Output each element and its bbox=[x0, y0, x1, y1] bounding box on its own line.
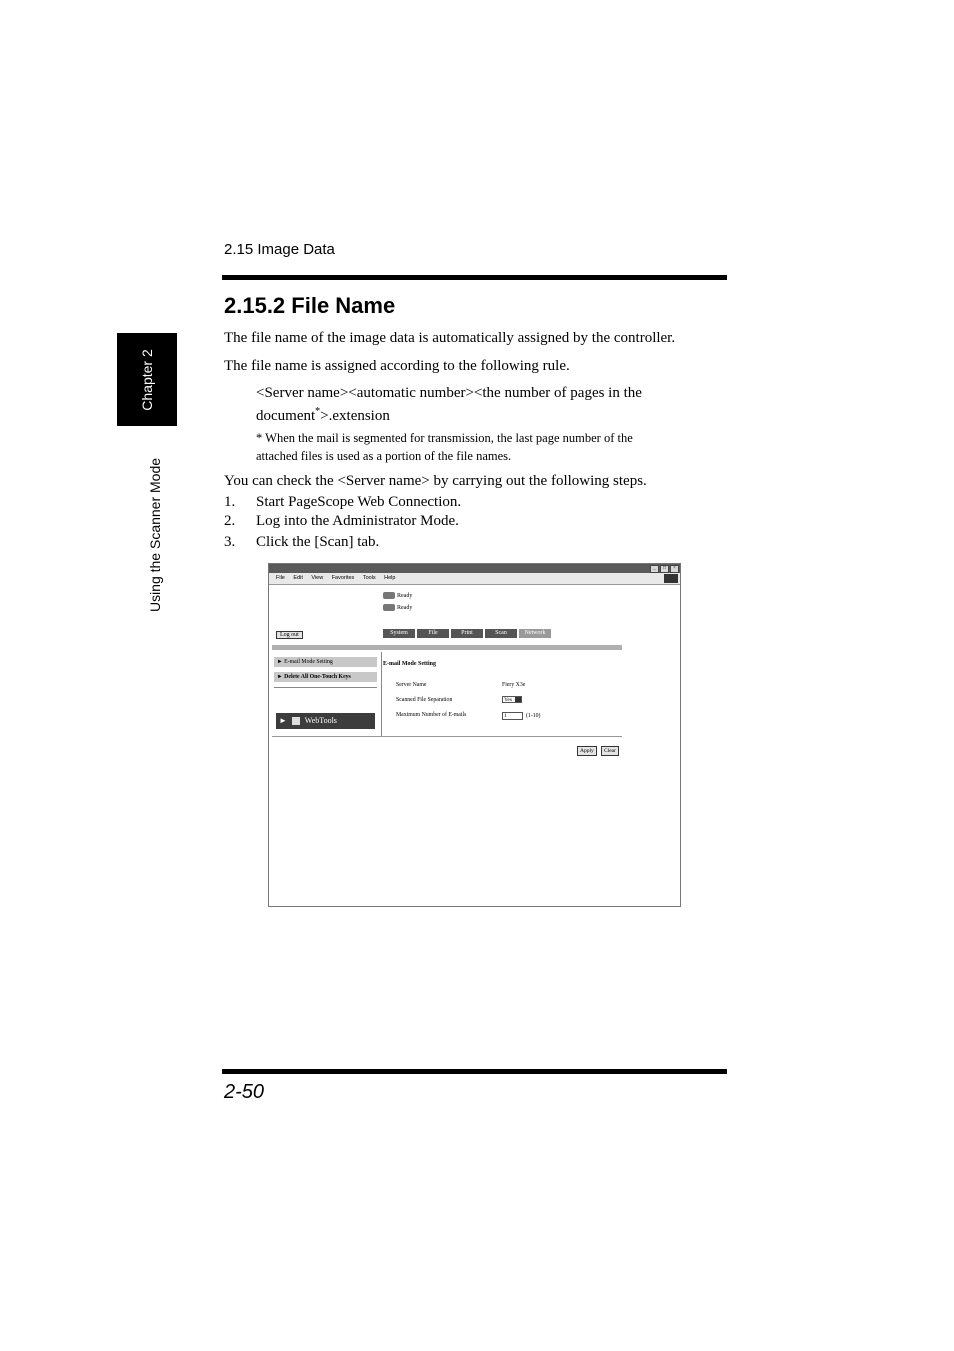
paragraph-1: The file name of the image data is automatically assigned by the controller. bbox=[224, 330, 676, 346]
scanned-file-separation-value: Yes bbox=[504, 697, 513, 703]
tab-underline-bar bbox=[272, 645, 622, 650]
tab-scan[interactable]: Scan bbox=[485, 629, 517, 638]
tab-system[interactable]: System bbox=[383, 629, 415, 638]
status-text-2: Ready bbox=[397, 604, 413, 611]
menu-view[interactable]: View bbox=[311, 575, 324, 581]
max-emails-hint: (1-10) bbox=[526, 713, 541, 719]
sidebar-item-delete-keys[interactable]: ► Delete All One-Touch Keys bbox=[274, 672, 377, 682]
scanner-icon bbox=[383, 604, 395, 611]
minimize-icon[interactable]: _ bbox=[650, 565, 659, 573]
footnote-line-1: * When the mail is segmented for transmission, the last page number of the bbox=[256, 431, 633, 445]
scanned-file-separation-label: Scanned File Separation bbox=[396, 697, 453, 703]
status-printer bbox=[383, 592, 412, 599]
menu-tools[interactable]: Tools bbox=[362, 575, 376, 581]
menu-help[interactable]: Help bbox=[384, 575, 396, 581]
form-bottom-separator bbox=[272, 736, 622, 737]
page-title: 2.15.2 File Name bbox=[224, 293, 396, 318]
footnote-line-2: attached files is used as a portion of the file names. bbox=[256, 449, 512, 463]
server-name-label: Server Name bbox=[396, 682, 427, 688]
apply-button[interactable]: Apply bbox=[577, 746, 597, 756]
step-2-text: Log into the Administrator Mode. bbox=[256, 513, 459, 529]
rule-line-1: <Server name><automatic number><the number of pages in the bbox=[256, 385, 642, 401]
logout-button[interactable]: Log out bbox=[276, 631, 303, 639]
window-titlebar bbox=[269, 564, 680, 573]
scanned-file-separation-select[interactable] bbox=[502, 696, 522, 703]
close-icon[interactable]: × bbox=[670, 565, 679, 573]
server-name-value: Fiery X3e bbox=[502, 682, 526, 688]
chevron-down-icon bbox=[515, 697, 521, 702]
webtools-icon bbox=[292, 717, 300, 725]
rule-line-2-b: >.extension bbox=[320, 408, 390, 424]
footer-rule bbox=[222, 1069, 727, 1074]
status-scanner bbox=[383, 604, 412, 611]
menu-favorites[interactable]: Favorites bbox=[331, 575, 355, 581]
side-section-label: Using the Scanner Mode bbox=[147, 457, 163, 613]
section-title: E-mail Mode Setting bbox=[383, 661, 436, 667]
rule-line-2 bbox=[256, 406, 390, 425]
paragraph-3: You can check the <Server name> by carrying out the following steps. bbox=[224, 473, 647, 489]
tab-file[interactable]: File bbox=[417, 629, 449, 638]
menu-file[interactable]: File bbox=[276, 575, 285, 581]
step-3-text: Click the [Scan] tab. bbox=[256, 534, 380, 550]
webtools-label: WebTools bbox=[304, 716, 337, 725]
window-buttons bbox=[649, 565, 679, 573]
max-emails-input[interactable]: 1 bbox=[502, 712, 523, 720]
step-1-number: 1. bbox=[224, 494, 236, 510]
footnote-marker: * bbox=[315, 406, 321, 417]
max-emails-label: Maximum Number of E-mails bbox=[396, 712, 467, 718]
clear-button[interactable]: Clear bbox=[601, 746, 619, 756]
webtools-arrow: ► bbox=[279, 716, 287, 725]
tab-bar bbox=[383, 629, 553, 638]
page-number: 2-50 bbox=[224, 1081, 265, 1103]
tab-print[interactable]: Print bbox=[451, 629, 483, 638]
browser-logo-icon bbox=[664, 574, 678, 583]
sidebar-item-email-mode[interactable]: ► E-mail Mode Setting bbox=[274, 657, 377, 667]
step-2-number: 2. bbox=[224, 513, 236, 529]
chapter-tab bbox=[117, 333, 177, 426]
paragraph-2: The file name is assigned according to the following rule. bbox=[224, 358, 570, 374]
tab-network[interactable]: Network bbox=[519, 629, 551, 638]
maximize-icon[interactable]: □ bbox=[660, 565, 669, 573]
menu-edit[interactable]: Edit bbox=[293, 575, 303, 581]
printer-icon bbox=[383, 592, 395, 599]
browser-screenshot bbox=[268, 563, 681, 907]
rule-line-2-a: document bbox=[256, 408, 316, 424]
step-3-number: 3. bbox=[224, 534, 236, 550]
content-separator bbox=[381, 652, 382, 736]
step-1-text: Start PageScope Web Connection. bbox=[256, 494, 462, 510]
menu-bar bbox=[269, 573, 680, 585]
running-header: 2.15 Image Data bbox=[224, 241, 335, 258]
chapter-tab-label: Chapter 2 bbox=[139, 348, 155, 411]
sidebar-divider bbox=[274, 687, 377, 688]
header-rule bbox=[222, 275, 727, 280]
webtools-button[interactable] bbox=[276, 713, 375, 729]
status-text-1: Ready bbox=[397, 592, 413, 599]
